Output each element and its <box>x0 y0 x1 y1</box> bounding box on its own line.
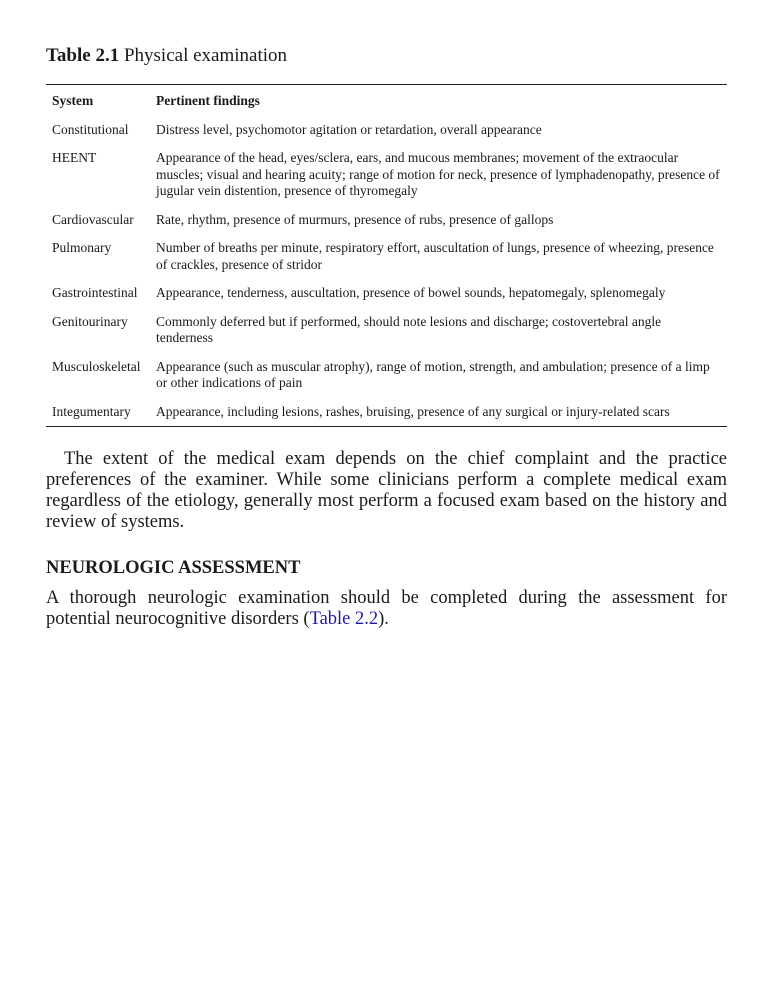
table-row <box>46 279 727 308</box>
paragraph-text: A thorough neurologic examination should be completed during the assessment for potential neurocognitive disorders ( <box>46 588 727 629</box>
row-findings: Number of breaths per minute, respiratory effort, auscultation of lungs, presence of wheezing, presence of crackles, presence of stridor <box>156 240 714 272</box>
row-system: Cardiovascular <box>52 211 134 227</box>
row-findings: Rate, rhythm, presence of murmurs, presence of rubs, presence of gallops <box>156 211 554 227</box>
table-row <box>46 398 727 427</box>
row-findings: Distress level, psychomotor agitation or retardation, overall appearance <box>156 121 542 137</box>
section-heading: NEUROLOGIC ASSESSMENT <box>46 558 301 578</box>
row-system: Pulmonary <box>52 240 112 255</box>
header-system: System <box>52 93 94 108</box>
row-findings: Commonly deferred but if performed, should note lesions and discharge; costovertebral angle tenderness <box>156 313 662 345</box>
row-findings: Appearance (such as muscular atrophy), range of motion, strength, and ambulation; presence of a limp or other indications of pain <box>156 358 710 390</box>
table-reference-link[interactable]: Table 2.2 <box>309 609 379 629</box>
table-row <box>46 116 727 145</box>
physical-examination-table <box>46 84 727 427</box>
table-caption <box>46 44 287 68</box>
table-row <box>46 234 727 279</box>
body-paragraph-neurologic <box>46 588 727 630</box>
body-paragraph: The extent of the medical exam depends on the chief complaint and the practice preferences of the examiner. While some clinicians perform a complete medical exam regardless of the etiology, generally most perform a focused exam based on the history and review of systems. <box>46 449 727 532</box>
row-system: Genitourinary <box>52 313 128 329</box>
row-findings: Appearance of the head, eyes/sclera, ears, and mucous membranes; movement of the extraocular muscles; visual and hearing acuity; range of motion for neck, presence of lymphadenopathy, presence of jugular vein distention, presence of thyromegaly <box>156 150 720 198</box>
table-row <box>46 353 727 398</box>
table-header-row <box>46 85 727 116</box>
row-system: Musculoskeletal <box>52 358 141 374</box>
row-system: Gastrointestinal <box>52 285 138 300</box>
row-system: Integumentary <box>52 403 131 419</box>
paragraph-text-end: ). <box>378 609 389 629</box>
table-row <box>46 206 727 235</box>
table-row <box>46 144 727 206</box>
row-system: HEENT <box>52 150 97 165</box>
table-row <box>46 308 727 353</box>
table-caption-label: Table 2.1 <box>46 45 120 66</box>
table-caption-text: Physical examination <box>123 45 288 66</box>
row-findings: Appearance, including lesions, rashes, bruising, presence of any surgical or injury-related scars <box>156 403 670 419</box>
row-findings: Appearance, tenderness, auscultation, presence of bowel sounds, hepatomegaly, splenomegaly <box>156 285 666 300</box>
header-pertinent-findings: Pertinent findings <box>156 93 260 108</box>
row-system: Constitutional <box>52 121 129 137</box>
